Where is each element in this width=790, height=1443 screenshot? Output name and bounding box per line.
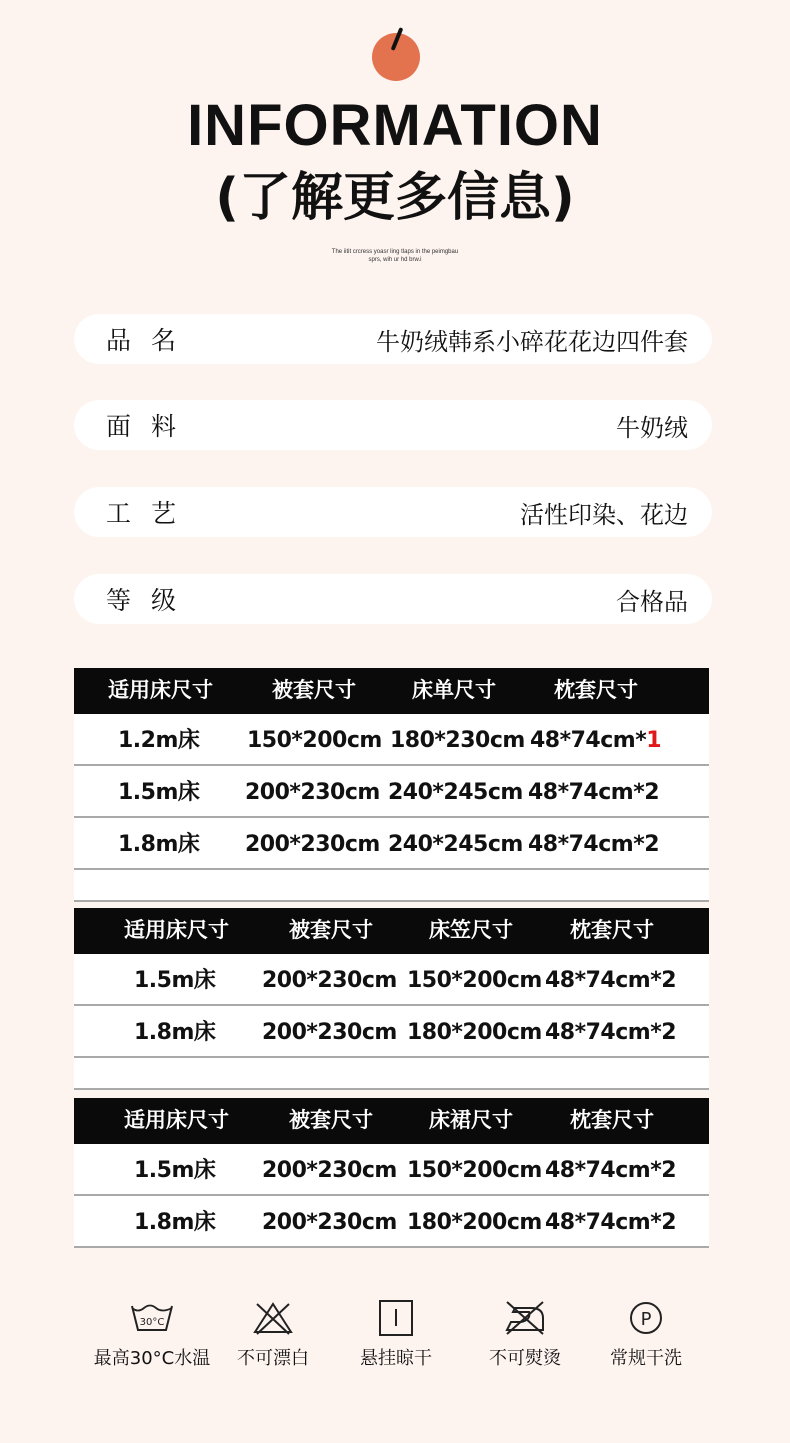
cell-bed: 1.8m床 [134,1210,216,1235]
header-bed-size: 适用床尺寸 [124,918,229,942]
care-item-no-bleach [203,1300,343,1370]
info-row-grade [74,574,712,624]
table-spacer [74,870,709,902]
dry-clean-p-icon [622,1300,670,1336]
cell-pillow: 48*74cm*2 [545,1210,677,1235]
info-row-product-name [74,314,712,364]
table-header [74,1098,709,1144]
header-pillow-size: 枕套尺寸 [570,918,654,942]
cell-bed: 1.8m床 [118,832,200,857]
care-label: 最高30°C水温 [93,1348,211,1369]
table-header [74,668,709,714]
cell-skirt: 180*200cm [407,1210,542,1235]
cell-pillow-size: 48*74cm* [530,728,647,753]
wash-30-icon [128,1300,176,1336]
header-duvet-size: 被套尺寸 [289,918,373,942]
header-bed-size: 适用床尺寸 [124,1108,229,1132]
table-body [74,714,709,902]
cell-pillow: 48*74cm*2 [528,832,660,857]
info-label: 工艺 [106,499,197,528]
cell-pillow: 48*74cm*2 [545,1020,677,1045]
info-value: 合格品 [616,587,688,616]
cell-duvet: 200*230cm [245,780,380,805]
table-body [74,954,709,1090]
tagline-line-1: The iitit crcress yoasr ling tlaps in the peimgbau [331,249,459,255]
info-label: 等级 [106,586,197,615]
wash-temp-text: 30°C [139,1317,165,1328]
care-label: 常规干洗 [610,1348,682,1369]
hang-dry-icon [372,1300,420,1336]
info-row-material [74,400,712,450]
cell-bed: 1.5m床 [134,968,216,993]
cell-skirt: 150*200cm [407,1158,542,1183]
table-row [74,818,709,870]
table-row [74,766,709,818]
info-label: 面料 [106,412,197,441]
title-cn: (了解更多信息) [215,168,575,228]
care-label: 不可熨烫 [489,1348,561,1369]
cell-pillow [530,714,661,768]
header-pillow-size: 枕套尺寸 [570,1108,654,1132]
table-row [74,714,709,766]
care-label: 悬挂晾干 [360,1348,432,1369]
no-iron-icon [501,1300,549,1336]
care-item-wash [82,1300,222,1370]
cell-pillow: 48*74cm*2 [545,968,677,993]
cell-duvet: 200*230cm [262,968,397,993]
cell-duvet: 200*230cm [262,1158,397,1183]
header-duvet-size: 被套尺寸 [272,678,356,702]
care-item-dry-clean [576,1300,716,1370]
info-label: 品名 [106,326,197,355]
header-duvet-size: 被套尺寸 [289,1108,373,1132]
size-table-skirt [74,1098,709,1248]
tagline [285,248,505,264]
cell-sheet: 180*230cm [390,728,525,753]
care-item-hang-dry [326,1300,466,1370]
header-sheet-size: 床单尺寸 [412,678,496,702]
info-value: 活性印染、花边 [520,500,688,529]
dry-clean-letter: P [640,1309,652,1330]
header-skirt-size: 床裙尺寸 [429,1108,513,1132]
info-value: 牛奶绒韩系小碎花花边四件套 [376,327,688,356]
no-bleach-icon [249,1300,297,1336]
cell-duvet: 200*230cm [262,1020,397,1045]
cell-sheet: 240*245cm [388,832,523,857]
table-row [74,1196,709,1248]
cell-bed: 1.5m床 [118,780,200,805]
cell-pillow-qty: 1 [646,728,662,753]
size-table-fitted [74,908,709,1090]
table-body [74,1144,709,1248]
info-value: 牛奶绒 [616,413,688,442]
cell-bed: 1.2m床 [118,728,200,753]
header-fitted-size: 床笠尺寸 [429,918,513,942]
cell-pillow: 48*74cm*2 [528,780,660,805]
table-row [74,954,709,1006]
info-row-craft [74,487,712,537]
table-row [74,1144,709,1196]
cell-duvet: 200*230cm [245,832,380,857]
cell-fitted: 180*200cm [407,1020,542,1045]
care-item-no-iron [455,1300,595,1370]
cell-bed: 1.5m床 [134,1158,216,1183]
cell-sheet: 240*245cm [388,780,523,805]
cell-duvet: 150*200cm [247,728,382,753]
cell-pillow: 48*74cm*2 [545,1158,677,1183]
care-label: 不可漂白 [237,1348,309,1369]
cell-bed: 1.8m床 [134,1020,216,1045]
tagline-line-2: sprs, wih ur hd brw.i [368,257,422,263]
title-en: INFORMATION [187,93,603,158]
header-bed-size: 适用床尺寸 [108,678,213,702]
table-row [74,1006,709,1058]
cell-duvet: 200*230cm [262,1210,397,1235]
cell-fitted: 150*200cm [407,968,542,993]
header-pillow-size: 枕套尺寸 [554,678,638,702]
table-spacer [74,1058,709,1090]
table-header [74,908,709,954]
size-table-sheet [74,668,709,902]
